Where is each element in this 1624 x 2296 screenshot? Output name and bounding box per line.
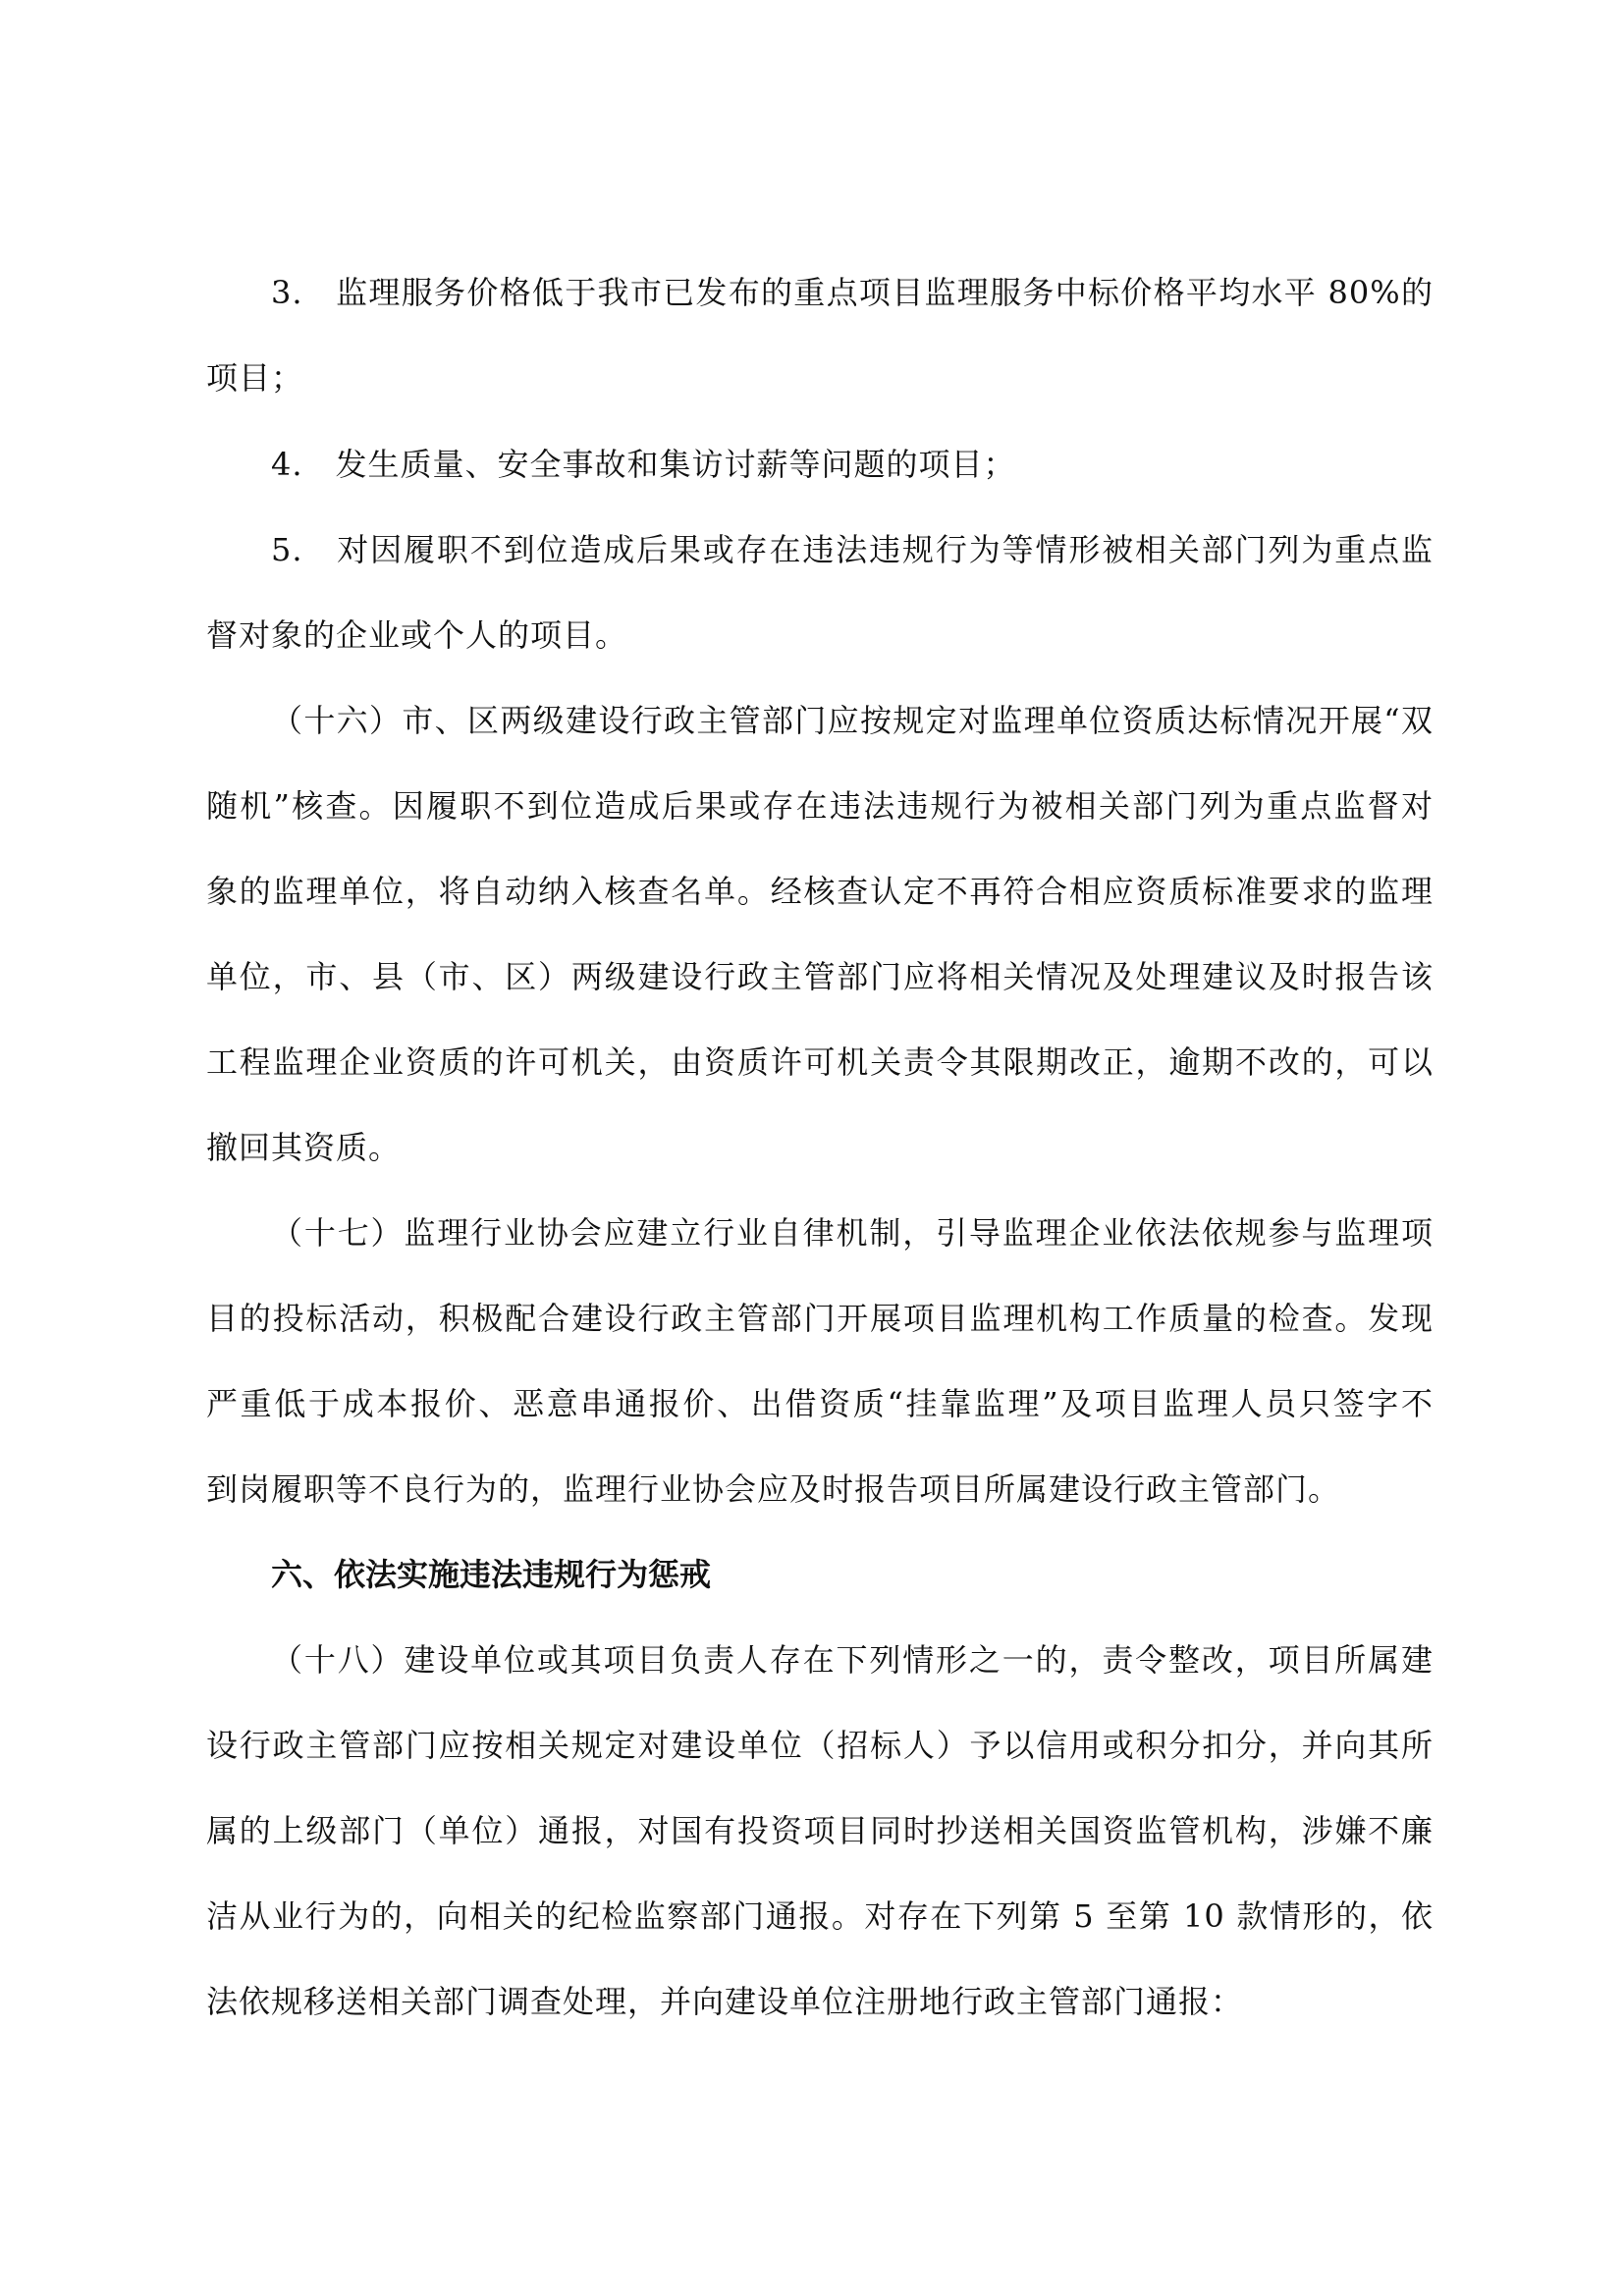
- section-16-line-1: （十六）市、区两级建设行政主管部门应按规定对监理单位资质达标情况开展“双: [271, 702, 1434, 739]
- section-17-line-2: 目的投标活动，积极配合建设行政主管部门开展项目监理机构工作质量的检查。发现: [206, 1300, 1434, 1337]
- section-18-line-3: 属的上级部门（单位）通报，对国有投资项目同时抄送相关国资监管机构，涉嫌不廉: [206, 1812, 1434, 1849]
- item-4-line-1: 4. 发生质量、安全事故和集访讨薪等问题的项目；: [271, 446, 1016, 483]
- section-18-line-4: 洁从业行为的，向相关的纪检监察部门通报。对存在下列第 5 至第 10 款情形的，依: [206, 1897, 1434, 1935]
- section-17-line-4: 到岗履职等不良行为的，监理行业协会应及时报告项目所属建设行政主管部门。: [206, 1470, 1341, 1508]
- section-18-line-1: （十八）建设单位或其项目负责人存在下列情形之一的，责令整改，项目所属建: [271, 1641, 1434, 1679]
- section-16-line-4: 单位，市、县（市、区）两级建设行政主管部门应将相关情况及处理建议及时报告该: [206, 958, 1434, 995]
- section-heading-six: 六、依法实施违法违规行为惩戒: [271, 1556, 712, 1593]
- section-16-line-5: 工程监理企业资质的许可机关，由资质许可机关责令其限期改正，逾期不改的，可以: [206, 1043, 1434, 1081]
- section-17-line-3: 严重低于成本报价、恶意串通报价、出借资质“挂靠监理”及项目监理人员只签字不: [206, 1385, 1434, 1422]
- section-18-line-2: 设行政主管部门应按相关规定对建设单位（招标人）予以信用或积分扣分，并向其所: [206, 1727, 1434, 1764]
- item-5-line-2: 督对象的企业或个人的项目。: [206, 616, 628, 654]
- item-3-line-2: 项目；: [206, 359, 304, 397]
- section-17-line-1: （十七）监理行业协会应建立行业自律机制，引导监理企业依法依规参与监理项: [271, 1214, 1434, 1252]
- item-3-line-1: 3. 监理服务价格低于我市已发布的重点项目监理服务中标价格平均水平 80%的: [271, 274, 1434, 311]
- section-16-line-2: 随机”核查。因履职不到位造成后果或存在违法违规行为被相关部门列为重点监督对: [206, 787, 1434, 825]
- section-16-line-3: 象的监理单位，将自动纳入核查名单。经核查认定不再符合相应资质标准要求的监理: [206, 873, 1434, 910]
- item-5-line-1: 5. 对因履职不到位造成后果或存在违法违规行为等情形被相关部门列为重点监: [271, 531, 1434, 568]
- section-16-line-6: 撤回其资质。: [206, 1129, 402, 1166]
- section-18-line-5: 法依规移送相关部门调查处理，并向建设单位注册地行政主管部门通报：: [206, 1983, 1244, 2020]
